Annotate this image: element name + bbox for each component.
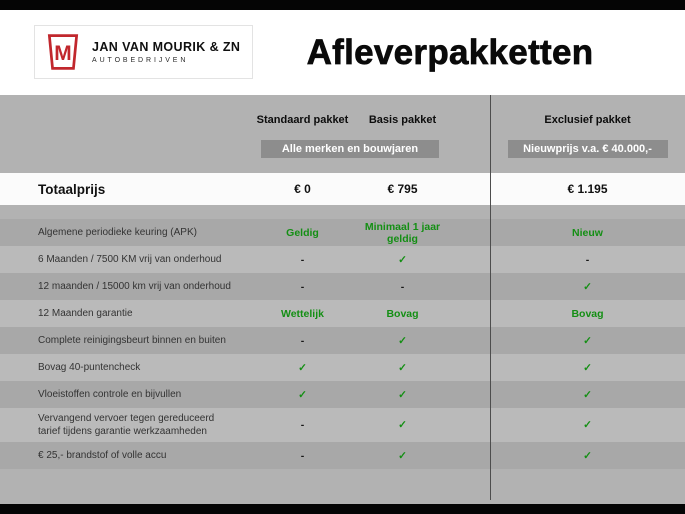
cell-exclusief: ✓	[583, 388, 592, 401]
feature-label: Bovag 40-puntencheck	[38, 362, 141, 373]
feature-label: Algemene periodieke keuring (APK)	[38, 227, 197, 238]
cell-basis: ✓	[398, 361, 407, 374]
column-header-row	[0, 95, 685, 137]
feature-label: Complete reinigingsbeurt binnen en buiten	[38, 335, 226, 346]
package-comparison-table	[0, 95, 685, 504]
cell-basis: -	[400, 280, 405, 293]
cell-basis: ✓	[398, 449, 407, 462]
logo-monogram: M	[54, 42, 72, 66]
cell-standaard: Geldig	[286, 226, 319, 239]
total-basis: € 795	[387, 182, 418, 196]
logo-company-name: JAN VAN MOURIK & ZN	[92, 40, 241, 54]
feature-label: 12 maanden / 15000 km vrij van onderhoud	[38, 281, 231, 292]
table-row	[0, 442, 685, 469]
badge-row	[0, 137, 685, 161]
cell-standaard: ✓	[298, 361, 307, 374]
feature-label: 12 Maanden garantie	[38, 308, 133, 319]
cell-basis: ✓	[398, 253, 407, 266]
top-bar	[0, 0, 685, 10]
feature-rows	[0, 219, 685, 469]
table-row	[0, 381, 685, 408]
cell-exclusief: ✓	[583, 280, 592, 293]
cell-standaard: -	[300, 253, 305, 266]
column-header-standaard: Standaard pakket	[256, 114, 349, 126]
total-price-row	[0, 173, 685, 205]
logo	[34, 25, 253, 79]
cell-standaard: -	[300, 280, 305, 293]
cell-exclusief: ✓	[583, 361, 592, 374]
logo-m-icon	[43, 32, 83, 72]
badge-new-price: Nieuwprijs v.a. € 40.000,-	[508, 140, 668, 158]
table-row	[0, 408, 685, 442]
cell-standaard: -	[300, 419, 305, 431]
column-header-exclusief: Exclusief pakket	[544, 114, 631, 126]
page-title: Afleverpakketten	[306, 32, 594, 72]
total-price-label: Totaalprijs	[38, 181, 106, 197]
bottom-bar	[0, 504, 685, 514]
total-exclusief: € 1.195	[567, 182, 608, 196]
column-divider	[490, 95, 491, 500]
column-header-basis: Basis pakket	[368, 114, 437, 126]
table-row	[0, 219, 685, 246]
cell-exclusief: ✓	[583, 449, 592, 462]
cell-standaard: Wettelijk	[281, 307, 324, 320]
cell-standaard: -	[300, 449, 305, 462]
feature-label: Vervangend vervoer tegen gereduceerd tarief tijdens garantie werkzaamheden	[38, 413, 215, 437]
table-row	[0, 300, 685, 327]
cell-exclusief: ✓	[583, 419, 592, 431]
cell-basis: Minimaal 1 jaar geldig	[364, 220, 441, 245]
total-standaard: € 0	[294, 182, 311, 196]
logo-text	[92, 40, 240, 64]
cell-standaard: ✓	[298, 388, 307, 401]
cell-basis: Bovag	[386, 307, 419, 320]
feature-label: 6 Maanden / 7500 KM vrij van onderhoud	[38, 254, 222, 265]
badge-all-brands: Alle merken en bouwjaren	[261, 140, 439, 158]
cell-basis: ✓	[398, 419, 407, 431]
table-row	[0, 246, 685, 273]
feature-label: € 25,- brandstof of volle accu	[38, 450, 167, 461]
cell-exclusief: ✓	[583, 334, 592, 347]
cell-standaard: -	[300, 334, 305, 347]
logo-subtitle: AUTOBEDRIJVEN	[92, 57, 189, 64]
cell-exclusief: Bovag	[571, 307, 604, 320]
cell-exclusief: -	[585, 253, 590, 266]
table-row	[0, 354, 685, 381]
cell-basis: ✓	[398, 334, 407, 347]
header	[0, 10, 685, 95]
feature-label: Vloeistoffen controle en bijvullen	[38, 389, 182, 400]
cell-basis: ✓	[398, 388, 407, 401]
table-row	[0, 327, 685, 354]
table-row	[0, 273, 685, 300]
cell-exclusief: Nieuw	[572, 226, 603, 239]
